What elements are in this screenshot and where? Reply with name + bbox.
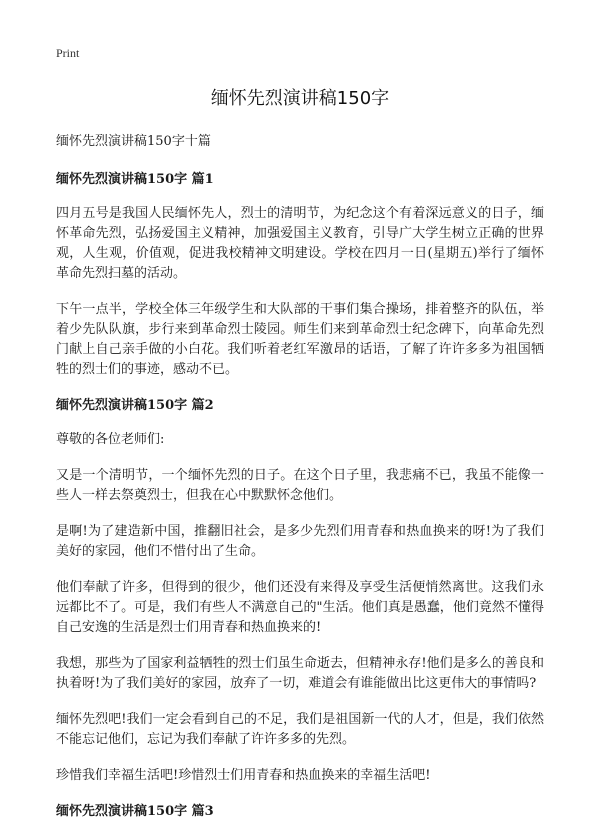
paragraph: 缅怀先烈吧!我们一定会看到自己的不足，我们是祖国新一代的人才，但是，我们依然不能忘记他们，忘记为我们奉献了许许多多的先烈。 [56, 712, 544, 747]
section-3 [56, 802, 544, 822]
section-2 [56, 396, 544, 786]
section-heading: 缅怀先烈演讲稿150字 篇3 [56, 804, 214, 819]
paragraph: 我想，那些为了国家利益牺牲的烈士们虽生命逝去，但精神永存!他们是多么的善良和执着呀!为了我们美好的家园，放弃了一切，难道会有谁能做出比这更伟大的事情吗? [56, 656, 544, 691]
paragraph: 下午一点半，学校全体三年级学生和大队部的干事们集合操场，排着整齐的队伍，举着少先队队旗，步行来到革命烈士陵园。师生们来到革命烈士纪念碑下，向革命先烈门献上自己亲手做的小白花。我们听着老红军激昂的话语，了解了许许多多为祖国牺牲的烈士们的事迹，感动不已。 [56, 302, 544, 377]
paragraph: 是啊!为了建造新中国，推翻旧社会，是多少先烈们用青春和热血换来的呀!为了我们美好的家园，他们不惜付出了生命。 [56, 524, 544, 559]
paragraph: 又是一个清明节，一个缅怀先烈的日子。在这个日子里，我悲痛不已，我虽不能像一些人一样去祭奠烈士，但我在心中默默怀念他们。 [56, 468, 544, 503]
page-title: 缅怀先烈演讲稿150字 [210, 88, 390, 109]
section-heading: 缅怀先烈演讲稿150字 篇2 [56, 398, 214, 413]
paragraph: 珍惜我们幸福生活吧!珍惜烈士们用青春和热血换来的幸福生活吧! [56, 768, 431, 783]
paragraph: 他们奉献了许多，但得到的很少，他们还没有来得及享受生活便悄然离世。这我们永远都比不了。可是，我们有些人不满意自己的"生活。他们真是愚蠢，他们竟然不懂得自己安逸的生活是烈士们用青春和热血换来的! [56, 580, 544, 635]
paragraph: 四月五号是我国人民缅怀先人，烈士的清明节，为纪念这个有着深远意义的日子，缅怀革命先烈，弘扬爱国主义精神，加强爱国主义教育，引导广大学生树立正确的世界观，人生观，价值观，促进我校精神文明建设。学校在四月一日(星期五)举行了缅怀革命先烈扫墓的活动。 [56, 206, 544, 281]
document-subtitle: 缅怀先烈演讲稿150字十篇 [56, 134, 211, 149]
section-1 [56, 170, 544, 380]
print-label[interactable]: Print [56, 46, 80, 60]
greeting: 尊敬的各位老师们: [56, 432, 165, 447]
section-heading: 缅怀先烈演讲稿150字 篇1 [56, 172, 214, 187]
